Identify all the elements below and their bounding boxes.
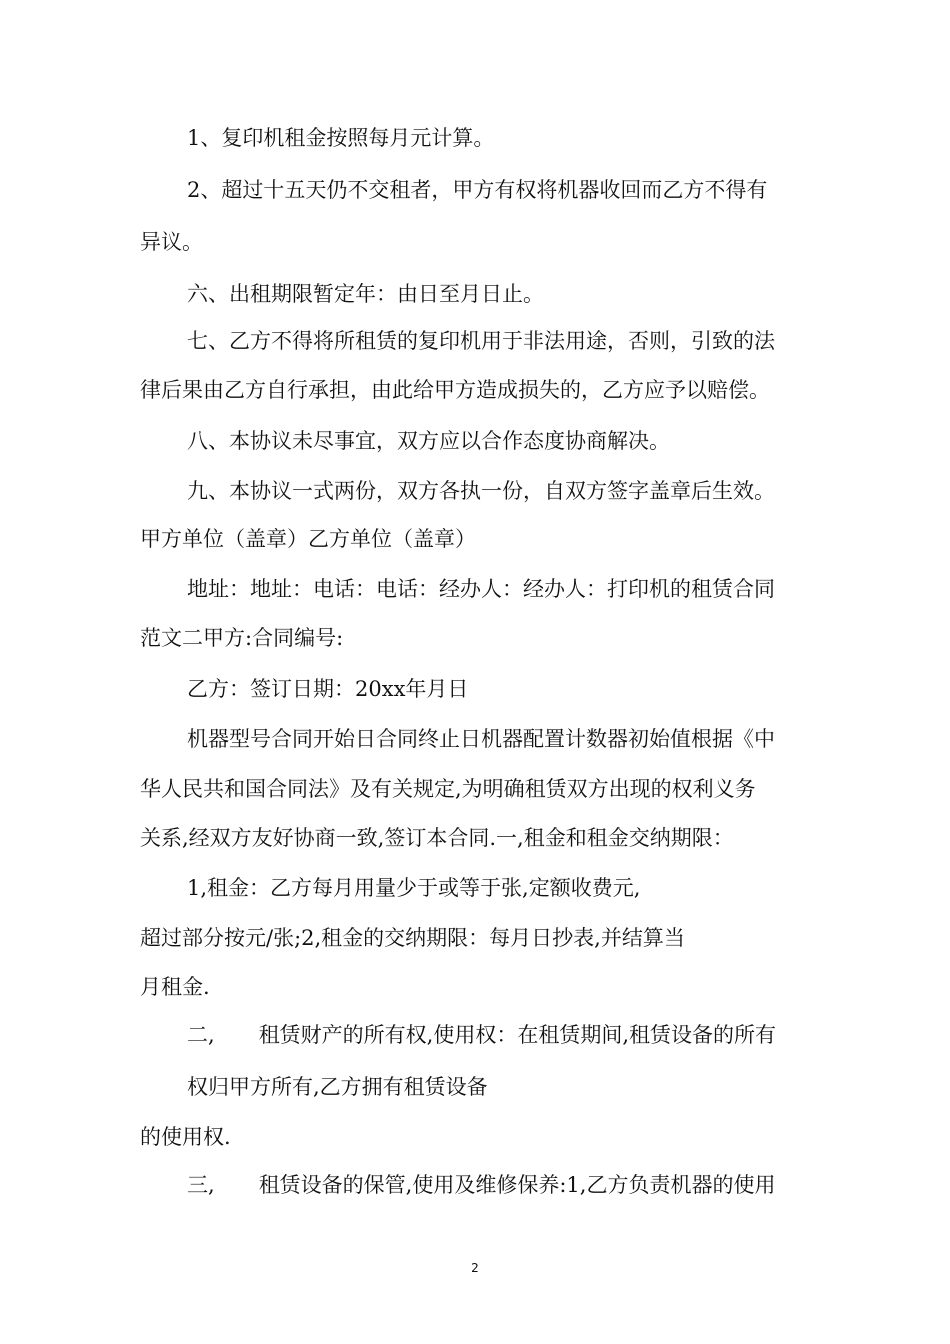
section-number: 二, — [187, 1023, 215, 1047]
text-line — [187, 1022, 776, 1048]
text-line: 的使用权. — [140, 1125, 231, 1149]
text-line: 七、乙方不得将所租赁的复印机用于非法用途，否则，引致的法 — [187, 329, 775, 353]
text-line: 异议。 — [140, 230, 203, 254]
text-line: 六、出租期限暂定年：由日至月日止。 — [187, 282, 544, 306]
text-line: 地址：地址：电话：电话：经办人：经办人：打印机的租赁合同 — [187, 577, 775, 601]
text-line: 华人民共和国合同法》及有关规定,为明确租赁双方出现的权利义务 — [140, 777, 756, 801]
text-line: 权归甲方所有,乙方拥有租赁设备 — [187, 1075, 488, 1099]
text-line — [187, 1172, 775, 1198]
text-line: 八、本协议未尽事宜，双方应以合作态度协商解决。 — [187, 429, 670, 453]
text-line: 律后果由乙方自行承担，由此给甲方造成损失的，乙方应予以赔偿。 — [140, 378, 770, 402]
text-line: 机器型号合同开始日合同终止日机器配置计数器初始值根据《中 — [187, 727, 775, 751]
text-line: 2、超过十五天仍不交租者，甲方有权将机器收回而乙方不得有 — [187, 178, 768, 202]
text-line: 乙方：签订日期：20xx年月日 — [187, 677, 469, 701]
text-line: 甲方单位（盖章）乙方单位（盖章） — [140, 527, 476, 551]
section-text: 租赁财产的所有权,使用权：在租赁期间,租赁设备的所有 — [258, 1023, 777, 1047]
section-text: 租赁设备的保管,使用及维修保养:1,乙方负责机器的使用 — [258, 1173, 776, 1197]
text-line: 范文二甲方:合同编号: — [140, 626, 344, 650]
text-line: 关系,经双方友好协商一致,签订本合同.一,租金和租金交纳期限： — [140, 826, 734, 850]
text-line: 1,租金：乙方每月用量少于或等于张,定额收费元, — [187, 876, 641, 900]
text-line: 九、本协议一式两份，双方各执一份，自双方签字盖章后生效。 — [187, 479, 775, 503]
text-line: 月租金. — [140, 975, 210, 999]
page-number: 2 — [471, 1261, 479, 1275]
text-line: 1、复印机租金按照每月元计算。 — [187, 126, 495, 150]
text-line: 超过部分按元/张;2,租金的交纳期限：每月日抄表,并结算当 — [140, 926, 685, 950]
section-number: 三, — [187, 1173, 215, 1197]
